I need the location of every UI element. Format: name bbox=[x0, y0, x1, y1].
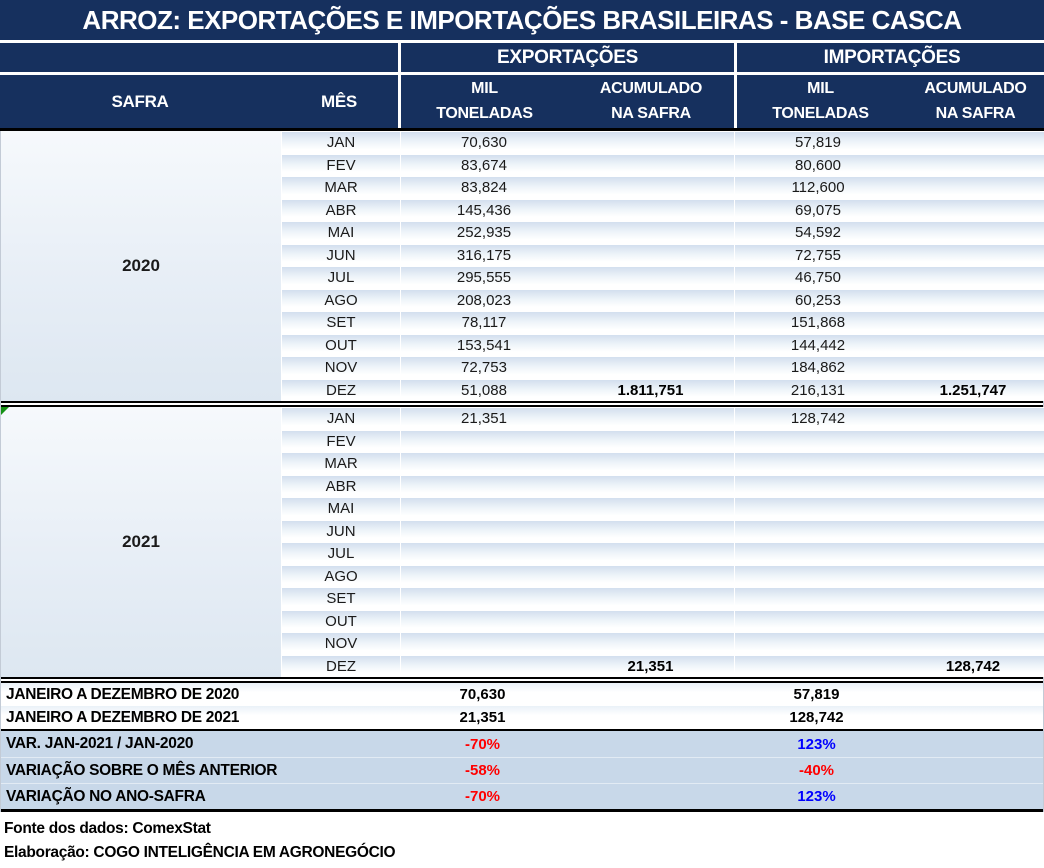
month-cell: MAR bbox=[324, 179, 358, 197]
variation-label: VARIAÇÃO SOBRE O MÊS ANTERIOR bbox=[6, 761, 278, 779]
safra-2020-section bbox=[1, 131, 1043, 401]
month-cell: NOV bbox=[324, 635, 358, 653]
import-acumulado-cell bbox=[901, 222, 1044, 244]
export-acumulado-cell bbox=[567, 521, 734, 543]
header-safra-mes bbox=[0, 75, 398, 128]
empty-cell bbox=[566, 758, 733, 783]
export-acumulado-cell bbox=[567, 566, 734, 588]
month-cell: OUT bbox=[325, 336, 357, 354]
month-cell: JAN bbox=[326, 134, 356, 152]
export-mil-toneladas-cell bbox=[400, 543, 567, 565]
variation-label: VAR. JAN-2021 / JAN-2020 bbox=[6, 735, 194, 752]
summary-export-value: 21,351 bbox=[459, 709, 506, 726]
import-mil-toneladas-cell: 151,868 bbox=[734, 312, 901, 334]
import-acumulado-cell bbox=[901, 177, 1044, 199]
import-acumulado-cell bbox=[901, 267, 1044, 289]
table-row bbox=[282, 587, 1044, 610]
import-acumulado-cell bbox=[901, 611, 1044, 633]
summary-row-2020 bbox=[1, 683, 1043, 706]
month-cell: JUN bbox=[326, 522, 356, 540]
table-row bbox=[282, 565, 1044, 588]
import-mil-toneladas-cell: 57,819 bbox=[734, 132, 901, 154]
safra-2020-rows bbox=[282, 131, 1044, 401]
export-acumulado-cell bbox=[567, 155, 734, 177]
safra-2021-label: 2021 bbox=[1, 407, 282, 677]
import-acumulado-cell bbox=[901, 335, 1044, 357]
import-mil-toneladas-cell: 72,755 bbox=[734, 245, 901, 267]
export-mil-toneladas-cell: 295,555 bbox=[400, 267, 567, 289]
import-mil-toneladas-cell: 144,442 bbox=[734, 335, 901, 357]
import-acumulado-cell bbox=[901, 633, 1044, 655]
export-acumulado-cell bbox=[567, 312, 734, 334]
import-mil-toneladas-cell bbox=[734, 588, 901, 610]
export-mil-toneladas-cell bbox=[400, 498, 567, 520]
header-group-exportacoes: EXPORTAÇÕES bbox=[401, 43, 734, 72]
month-cell: FEV bbox=[326, 432, 356, 450]
export-acumulado-cell: 21,351 bbox=[627, 657, 674, 675]
summary-label: JANEIRO A DEZEMBRO DE 2021 bbox=[6, 708, 240, 726]
import-acumulado-cell bbox=[901, 476, 1044, 498]
export-mil-toneladas-cell bbox=[400, 611, 567, 633]
month-cell: AGO bbox=[324, 291, 358, 309]
table-row bbox=[282, 154, 1044, 177]
import-acumulado-cell bbox=[901, 245, 1044, 267]
export-mil-toneladas-cell: 72,753 bbox=[400, 357, 567, 379]
import-mil-toneladas-cell bbox=[734, 521, 901, 543]
import-acumulado-cell bbox=[901, 408, 1044, 430]
summary-import-value: 57,819 bbox=[793, 686, 840, 703]
empty-cell bbox=[900, 731, 1044, 757]
month-cell: NOV bbox=[324, 359, 358, 377]
table-row bbox=[282, 452, 1044, 475]
import-mil-toneladas-cell: 112,600 bbox=[734, 177, 901, 199]
table-row bbox=[282, 520, 1044, 543]
month-cell: ABR bbox=[325, 477, 357, 495]
month-cell: MAR bbox=[324, 455, 358, 473]
import-acumulado-cell: 128,742 bbox=[945, 657, 1001, 675]
import-mil-toneladas-cell bbox=[734, 431, 901, 453]
table-row bbox=[282, 311, 1044, 334]
table-row bbox=[282, 266, 1044, 289]
elaboration-note: Elaboração: COGO INTELIGÊNCIA EM AGRONEGÓCIO bbox=[4, 844, 396, 861]
export-mil-toneladas-cell bbox=[400, 566, 567, 588]
export-mil-toneladas-cell bbox=[400, 453, 567, 475]
variation-row-month bbox=[1, 757, 1043, 783]
table-row bbox=[282, 334, 1044, 357]
table-row bbox=[282, 610, 1044, 633]
table-row bbox=[282, 131, 1044, 154]
empty-cell bbox=[566, 731, 733, 757]
export-acumulado-cell bbox=[567, 588, 734, 610]
table-row bbox=[282, 632, 1044, 655]
empty-cell bbox=[566, 683, 733, 706]
summary-label: JANEIRO A DEZEMBRO DE 2020 bbox=[6, 685, 240, 703]
table-row bbox=[282, 176, 1044, 199]
month-cell: AGO bbox=[324, 567, 358, 585]
import-acumulado-cell: 1.251,747 bbox=[939, 381, 1007, 399]
import-mil-toneladas-cell: 184,862 bbox=[734, 357, 901, 379]
import-mil-toneladas-cell bbox=[734, 566, 901, 588]
export-acumulado-cell bbox=[567, 335, 734, 357]
import-acumulado-cell bbox=[901, 155, 1044, 177]
table-row bbox=[282, 497, 1044, 520]
import-mil-toneladas-cell: 128,742 bbox=[734, 408, 901, 430]
summary-export-value: 70,630 bbox=[459, 686, 506, 703]
import-acumulado-cell bbox=[901, 200, 1044, 222]
variation-export-value: -70% bbox=[464, 735, 501, 753]
variation-label: VARIAÇÃO NO ANO-SAFRA bbox=[6, 787, 206, 805]
month-cell: JUL bbox=[327, 545, 355, 563]
variation-row-jan bbox=[1, 731, 1043, 757]
safra-2021-section bbox=[1, 407, 1043, 677]
month-cell: OUT bbox=[325, 612, 357, 630]
import-acumulado-cell bbox=[901, 312, 1044, 334]
import-mil-toneladas-cell: 46,750 bbox=[734, 267, 901, 289]
export-acumulado-cell bbox=[567, 245, 734, 267]
footer bbox=[0, 812, 1044, 865]
variation-row-safra bbox=[1, 783, 1043, 809]
month-cell: JUN bbox=[326, 246, 356, 264]
export-mil-toneladas-cell bbox=[400, 521, 567, 543]
table-row bbox=[282, 407, 1044, 430]
export-acumulado-cell: 1.811,751 bbox=[617, 381, 684, 399]
export-mil-toneladas-cell bbox=[400, 476, 567, 498]
column-header-export-acumulado: ACUMULADO NA SAFRA bbox=[599, 79, 703, 122]
empty-cell bbox=[566, 784, 733, 809]
safra-2020-label: 2020 bbox=[1, 131, 282, 401]
export-acumulado-cell bbox=[567, 543, 734, 565]
month-cell: SET bbox=[326, 590, 356, 608]
export-acumulado-cell bbox=[567, 498, 734, 520]
column-header-import-mil-toneladas: MIL TONELADAS bbox=[772, 79, 869, 122]
export-mil-toneladas-cell: 208,023 bbox=[400, 290, 567, 312]
export-acumulado-cell bbox=[567, 633, 734, 655]
import-acumulado-cell bbox=[901, 521, 1044, 543]
column-header-import-acumulado: ACUMULADO NA SAFRA bbox=[924, 79, 1027, 122]
export-mil-toneladas-cell bbox=[400, 633, 567, 655]
import-mil-toneladas-cell bbox=[734, 498, 901, 520]
export-acumulado-cell bbox=[567, 177, 734, 199]
variation-import-value: 123% bbox=[797, 788, 836, 805]
column-header-export-mil-toneladas: MIL TONELADAS bbox=[436, 79, 533, 122]
table-row bbox=[282, 379, 1044, 402]
empty-cell bbox=[900, 706, 1044, 729]
month-cell: DEZ bbox=[326, 657, 356, 675]
export-mil-toneladas-cell: 252,935 bbox=[400, 222, 567, 244]
export-mil-toneladas-cell: 316,175 bbox=[400, 245, 567, 267]
export-acumulado-cell bbox=[567, 267, 734, 289]
import-acumulado-cell bbox=[901, 566, 1044, 588]
variation-import-value: 123% bbox=[797, 735, 836, 753]
empty-cell bbox=[900, 683, 1044, 706]
export-mil-toneladas-cell bbox=[400, 588, 567, 610]
export-mil-toneladas-cell: 21,351 bbox=[400, 408, 567, 430]
summary-import-value: 128,742 bbox=[789, 709, 844, 726]
export-mil-toneladas-cell: 145,436 bbox=[400, 200, 567, 222]
export-acumulado-cell bbox=[567, 357, 734, 379]
header-export-subcolumns bbox=[401, 75, 734, 128]
export-acumulado-cell bbox=[567, 290, 734, 312]
table-body bbox=[0, 131, 1044, 812]
column-header-safra: SAFRA bbox=[111, 91, 169, 111]
export-acumulado-cell bbox=[567, 200, 734, 222]
export-acumulado-cell bbox=[567, 453, 734, 475]
month-cell: FEV bbox=[326, 156, 356, 174]
import-acumulado-cell bbox=[901, 357, 1044, 379]
import-acumulado-cell bbox=[901, 132, 1044, 154]
summary-row-2021 bbox=[1, 706, 1043, 729]
variation-section bbox=[1, 731, 1043, 809]
import-acumulado-cell bbox=[901, 498, 1044, 520]
table-row bbox=[282, 655, 1044, 678]
export-mil-toneladas-cell: 70,630 bbox=[400, 132, 567, 154]
export-acumulado-cell bbox=[567, 611, 734, 633]
import-acumulado-cell bbox=[901, 588, 1044, 610]
empty-cell bbox=[900, 784, 1044, 809]
export-mil-toneladas-cell: 83,824 bbox=[400, 177, 567, 199]
import-mil-toneladas-cell: 80,600 bbox=[734, 155, 901, 177]
import-acumulado-cell bbox=[901, 431, 1044, 453]
export-mil-toneladas-cell bbox=[400, 431, 567, 453]
import-mil-toneladas-cell: 69,075 bbox=[734, 200, 901, 222]
export-acumulado-cell bbox=[567, 222, 734, 244]
table-row bbox=[282, 199, 1044, 222]
import-mil-toneladas-cell bbox=[734, 453, 901, 475]
table-row bbox=[282, 475, 1044, 498]
table-row bbox=[282, 356, 1044, 379]
month-cell: JUL bbox=[327, 269, 355, 287]
header-blank-cell bbox=[0, 43, 398, 72]
export-mil-toneladas-cell: 153,541 bbox=[400, 335, 567, 357]
export-acumulado-cell bbox=[567, 132, 734, 154]
variation-export-value: -70% bbox=[464, 788, 501, 805]
empty-cell bbox=[900, 758, 1044, 783]
month-cell: DEZ bbox=[326, 381, 356, 399]
table-row bbox=[282, 542, 1044, 565]
import-mil-toneladas-cell: 60,253 bbox=[734, 290, 901, 312]
import-mil-toneladas-cell bbox=[734, 543, 901, 565]
import-mil-toneladas-cell bbox=[734, 656, 901, 678]
import-mil-toneladas-cell bbox=[734, 476, 901, 498]
import-acumulado-cell bbox=[901, 453, 1044, 475]
month-cell: SET bbox=[326, 314, 356, 332]
column-header-mes: MÊS bbox=[321, 91, 357, 111]
table-row bbox=[282, 430, 1044, 453]
page-title: ARROZ: EXPORTAÇÕES E IMPORTAÇÕES BRASILEIRAS - BASE CASCA bbox=[0, 0, 1044, 43]
import-mil-toneladas-cell bbox=[734, 633, 901, 655]
import-mil-toneladas-cell bbox=[734, 611, 901, 633]
data-source-note: Fonte dos dados: ComexStat bbox=[4, 820, 211, 837]
table-row bbox=[282, 244, 1044, 267]
export-mil-toneladas-cell: 78,117 bbox=[400, 312, 567, 334]
export-mil-toneladas-cell: 51,088 bbox=[400, 380, 567, 402]
export-acumulado-cell bbox=[567, 431, 734, 453]
header-import-subcolumns bbox=[737, 75, 1044, 128]
export-acumulado-cell bbox=[567, 408, 734, 430]
table-row bbox=[282, 221, 1044, 244]
table-header bbox=[0, 43, 1044, 128]
excel-corner-marker-icon bbox=[1, 407, 9, 415]
safra-2021-rows bbox=[282, 407, 1044, 677]
export-mil-toneladas-cell: 83,674 bbox=[400, 155, 567, 177]
month-cell: MAI bbox=[327, 224, 355, 242]
import-acumulado-cell bbox=[901, 290, 1044, 312]
month-cell: MAI bbox=[327, 500, 355, 518]
month-cell: JAN bbox=[326, 410, 356, 428]
header-group-importacoes: IMPORTAÇÕES bbox=[737, 43, 1044, 72]
import-mil-toneladas-cell: 54,592 bbox=[734, 222, 901, 244]
export-acumulado-cell bbox=[567, 476, 734, 498]
import-mil-toneladas-cell: 216,131 bbox=[734, 380, 901, 402]
export-mil-toneladas-cell bbox=[400, 656, 567, 678]
variation-export-value: -58% bbox=[464, 762, 501, 779]
empty-cell bbox=[566, 706, 733, 729]
month-cell: ABR bbox=[325, 201, 357, 219]
variation-import-value: -40% bbox=[798, 762, 835, 779]
import-acumulado-cell bbox=[901, 543, 1044, 565]
table-row bbox=[282, 289, 1044, 312]
